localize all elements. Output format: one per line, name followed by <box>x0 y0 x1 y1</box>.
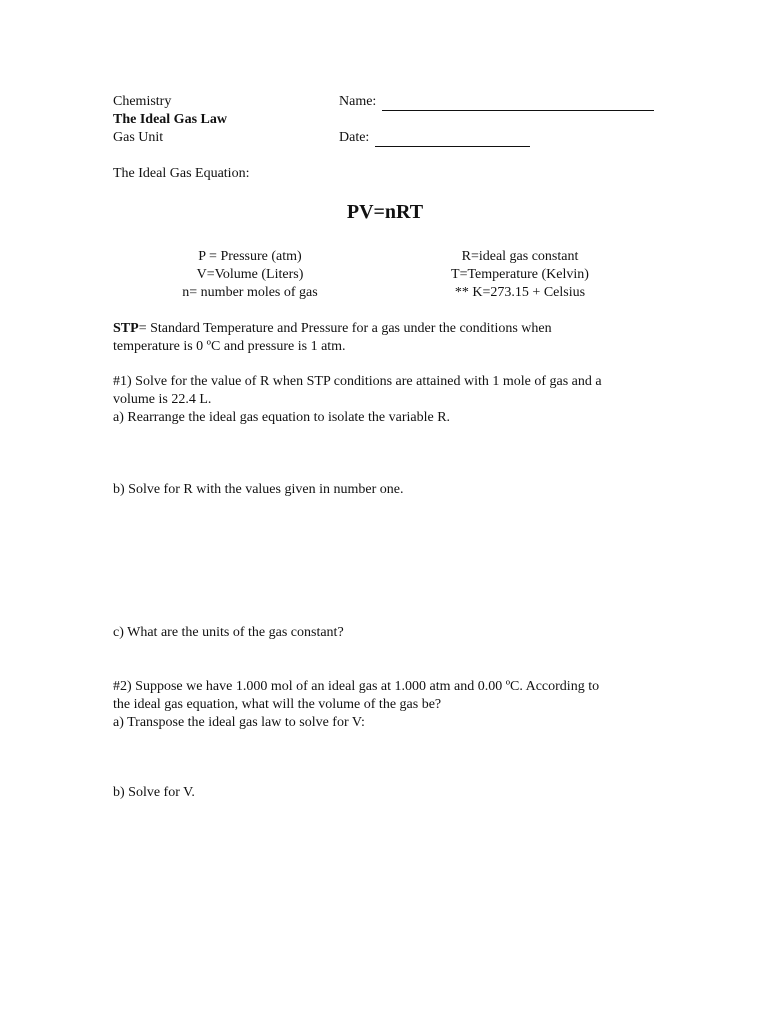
stp-definition <box>113 320 673 356</box>
stp-line-1: = Standard Temperature and Pressure for a gas under the conditions when <box>138 321 552 336</box>
q1-line-2: volume is 22.4 L. <box>113 392 212 407</box>
course-name: Chemistry <box>113 94 172 109</box>
q1-part-c: c) What are the units of the gas constant? <box>113 625 344 640</box>
worksheet-title: The Ideal Gas Law <box>113 112 227 127</box>
variable-line: ** K=273.15 + Celsius <box>454 285 586 300</box>
variable-line: P = Pressure (atm) <box>198 249 302 264</box>
variable-line: V=Volume (Liters) <box>196 267 304 282</box>
variables-left <box>160 248 340 302</box>
name-field[interactable] <box>339 93 654 111</box>
date-label: Date: <box>339 130 370 145</box>
variable-line: R=ideal gas constant <box>461 249 579 264</box>
q2-part-a: a) Transpose the ideal gas law to solve for V: <box>113 715 365 730</box>
variable-line: T=Temperature (Kelvin) <box>451 267 589 282</box>
variable-line: n= number moles of gas <box>182 285 318 300</box>
stp-term: STP <box>113 321 139 336</box>
equation-intro: The Ideal Gas Equation: <box>113 166 250 181</box>
question-2 <box>113 678 673 732</box>
name-blank[interactable] <box>382 98 654 111</box>
variables-right <box>420 248 620 302</box>
q1-part-b: b) Solve for R with the values given in number one. <box>113 482 404 497</box>
q1-line-1: #1) Solve for the value of R when STP conditions are attained with 1 mole of gas and a <box>113 374 602 389</box>
header-right <box>339 93 654 147</box>
ideal-gas-equation: PV=nRT <box>346 201 424 223</box>
unit-name: Gas Unit <box>113 130 164 145</box>
question-1 <box>113 373 673 427</box>
q2-line-2: the ideal gas equation, what will the volume of the gas be? <box>113 697 442 712</box>
stp-line-2: temperature is 0 ºC and pressure is 1 atm. <box>113 339 346 354</box>
q1-part-a: a) Rearrange the ideal gas equation to isolate the variable R. <box>113 410 451 425</box>
name-label: Name: <box>339 94 377 109</box>
date-field[interactable] <box>339 129 654 147</box>
q2-line-1: #2) Suppose we have 1.000 mol of an ideal gas at 1.000 atm and 0.00 ºC. According to <box>113 679 600 694</box>
q2-part-b: b) Solve for V. <box>113 785 195 800</box>
header-left <box>113 93 227 147</box>
date-blank[interactable] <box>375 134 530 147</box>
